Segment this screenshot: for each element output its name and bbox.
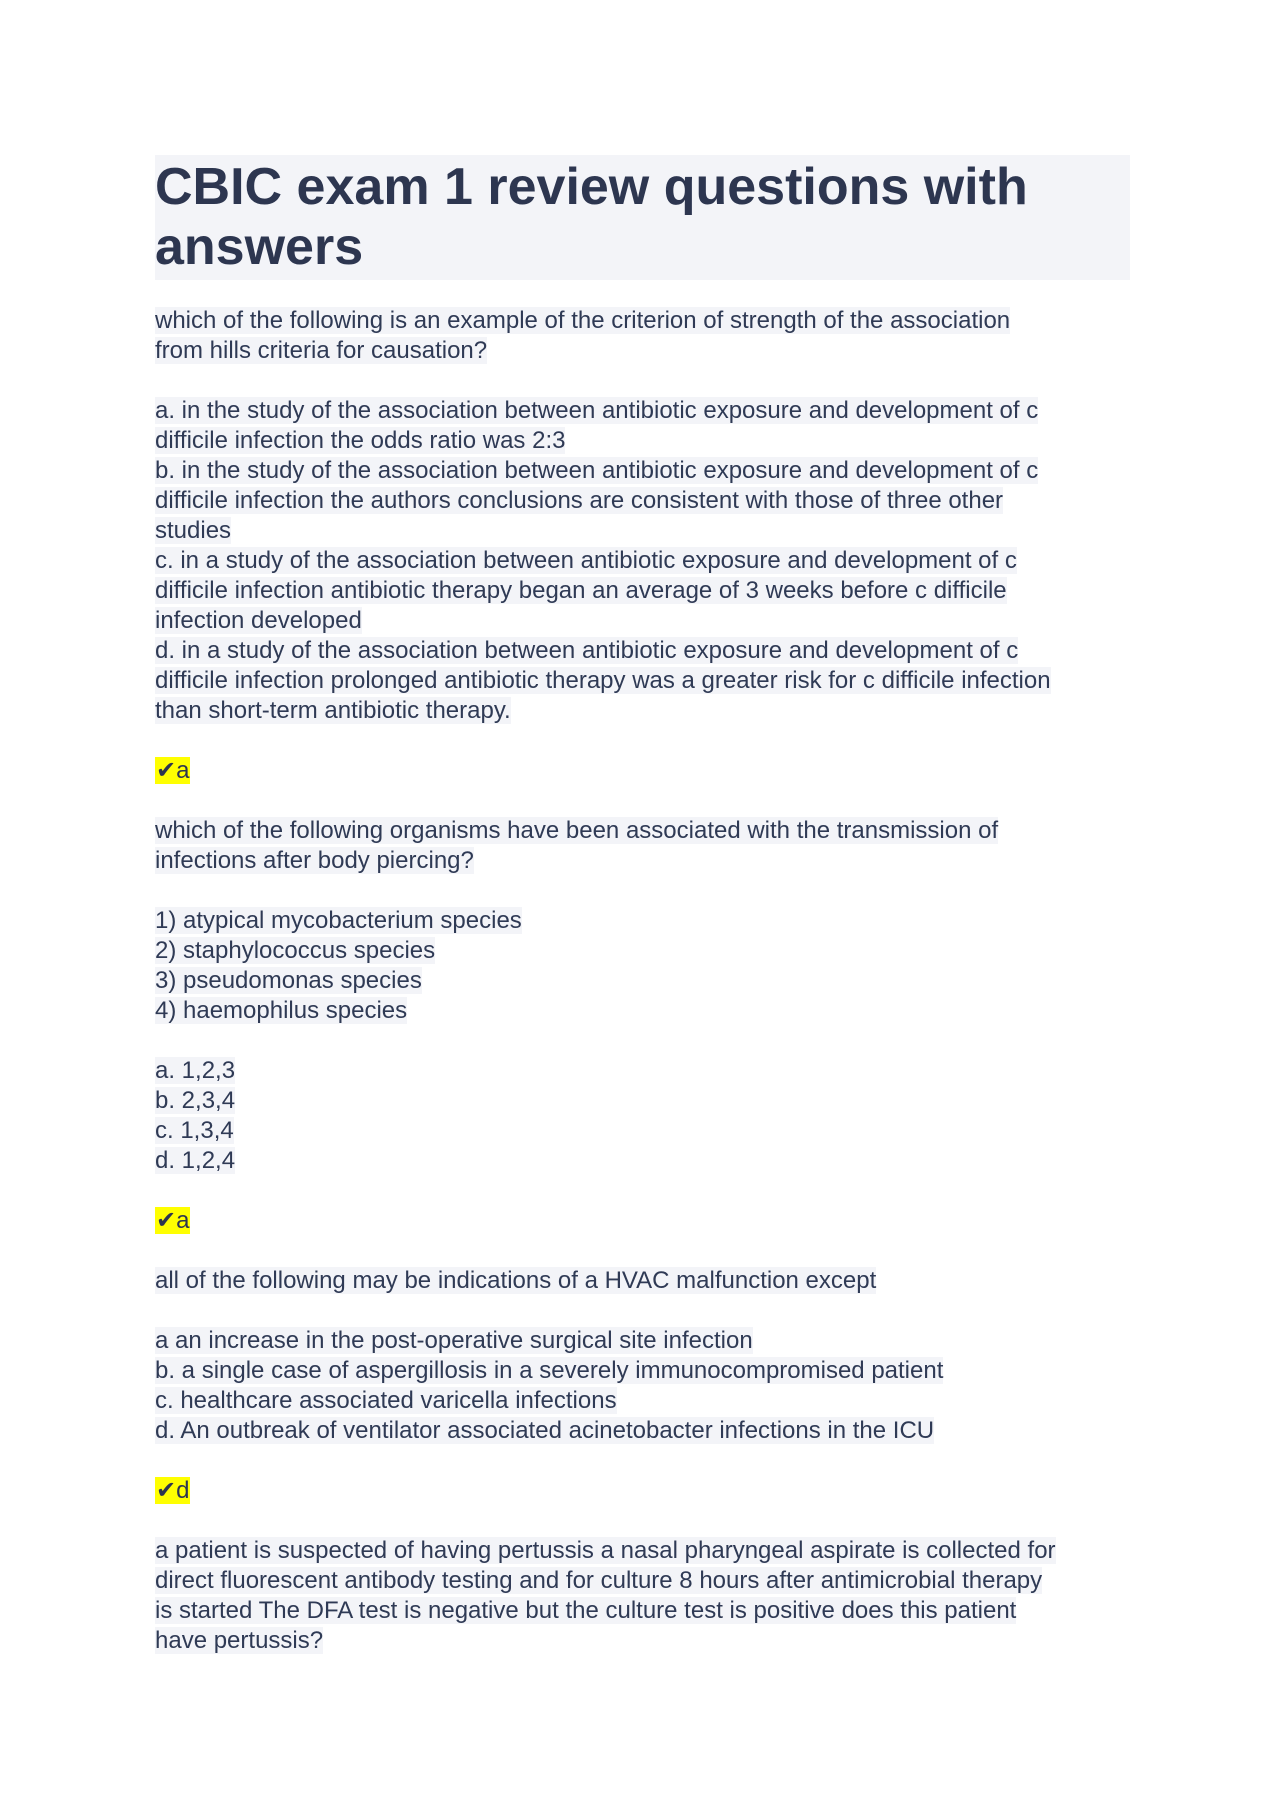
option-line: c. 1,3,4 xyxy=(155,1117,234,1144)
option-line: difficile infection prolonged antibiotic therapy was a greater risk for c difficile infection xyxy=(155,667,1051,694)
answer-highlight: ✔a xyxy=(156,1207,190,1234)
option-line: d. 1,2,4 xyxy=(155,1147,236,1174)
question-options xyxy=(155,396,1130,726)
question-1 xyxy=(155,306,1130,786)
option-line: a. 1,2,3 xyxy=(155,1057,236,1084)
option-line: difficile infection the odds ratio was 2:3 xyxy=(155,427,566,454)
list-item: 4) haemophilus species xyxy=(155,997,408,1024)
option-line: b. a single case of aspergillosis in a severely immunocompromised patient xyxy=(155,1357,944,1384)
option-line: difficile infection the authors conclusions are consistent with those of three other xyxy=(155,487,1004,514)
stem-line: direct fluorescent antibody testing and for culture 8 hours after antimicrobial therapy xyxy=(155,1567,1043,1594)
question-stem xyxy=(155,1536,1130,1656)
question-stem xyxy=(155,816,1130,876)
document-page xyxy=(155,155,1130,1656)
option-line: c. in a study of the association between antibiotic exposure and development of c xyxy=(155,547,1017,574)
option-line: a. in the study of the association between antibiotic exposure and development of c xyxy=(155,397,1039,424)
stem-line: a patient is suspected of having pertussis a nasal pharyngeal aspirate is collected for xyxy=(155,1537,1056,1564)
answer-highlight: ✔a xyxy=(156,757,190,784)
question-options xyxy=(155,1056,1130,1176)
question-3 xyxy=(155,1266,1130,1506)
option-line: d. in a study of the association between antibiotic exposure and development of c xyxy=(155,637,1019,664)
question-options xyxy=(155,1326,1130,1446)
list-item: 1) atypical mycobacterium species xyxy=(155,907,522,934)
page-title: CBIC exam 1 review questions with answers xyxy=(155,158,1028,276)
list-item: 3) pseudomonas species xyxy=(155,967,422,994)
stem-line: all of the following may be indications of a HVAC malfunction except xyxy=(155,1267,877,1294)
option-line: than short-term antibiotic therapy. xyxy=(155,697,511,724)
option-line: b. in the study of the association between antibiotic exposure and development of c xyxy=(155,457,1039,484)
question-stem xyxy=(155,1266,1130,1296)
option-line: studies xyxy=(155,517,232,544)
stem-line: which of the following organisms have been associated with the transmission of xyxy=(155,817,999,844)
answer xyxy=(155,1476,1130,1506)
option-line: d. An outbreak of ventilator associated acinetobacter infections in the ICU xyxy=(155,1417,935,1444)
stem-line: infections after body piercing? xyxy=(155,847,474,874)
list-item: 2) staphylococcus species xyxy=(155,937,436,964)
question-4 xyxy=(155,1536,1130,1656)
answer xyxy=(155,756,1130,786)
stem-line: have pertussis? xyxy=(155,1627,324,1654)
stem-line: from hills criteria for causation? xyxy=(155,337,488,364)
question-stem xyxy=(155,306,1130,366)
answer xyxy=(155,1206,1130,1236)
option-line: b. 2,3,4 xyxy=(155,1087,236,1114)
option-line: c. healthcare associated varicella infections xyxy=(155,1387,617,1414)
organism-list xyxy=(155,906,1130,1026)
answer-highlight: ✔d xyxy=(156,1477,190,1504)
option-line: a an increase in the post-operative surgical site infection xyxy=(155,1327,753,1354)
stem-line: which of the following is an example of the criterion of strength of the association xyxy=(155,307,1011,334)
stem-line: is started The DFA test is negative but the culture test is positive does this patient xyxy=(155,1597,1017,1624)
title-block xyxy=(155,155,1130,280)
option-line: infection developed xyxy=(155,607,362,634)
option-line: difficile infection antibiotic therapy began an average of 3 weeks before c difficile xyxy=(155,577,1007,604)
question-2 xyxy=(155,816,1130,1236)
